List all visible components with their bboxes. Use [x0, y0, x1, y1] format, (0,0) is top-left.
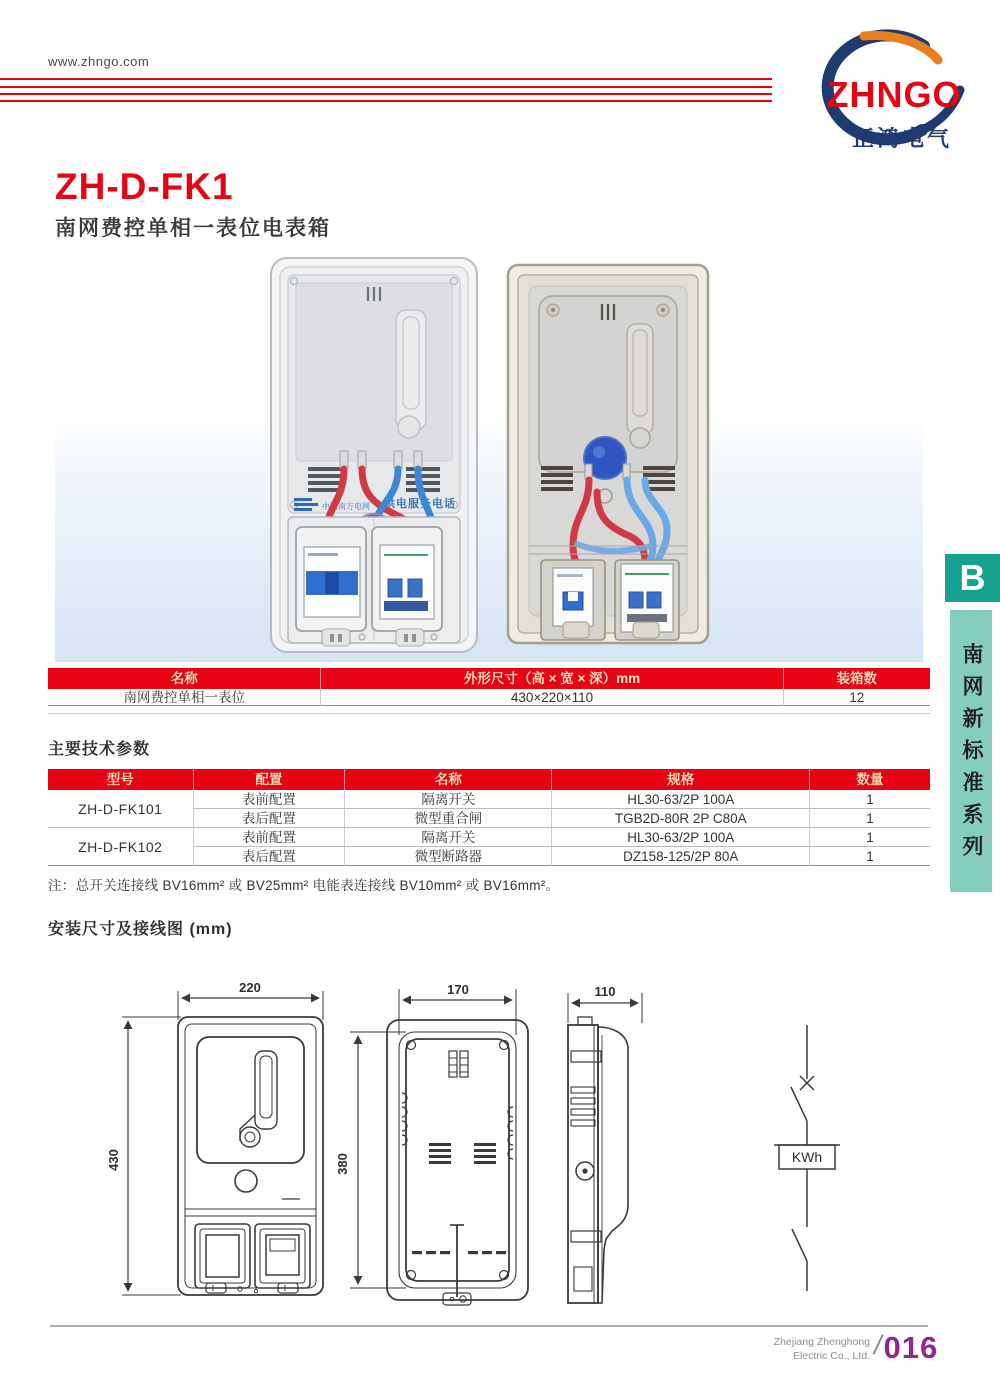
back-height-dim: 380	[335, 1153, 350, 1175]
tech-section-title: 主要技术参数	[48, 741, 151, 758]
table-cell: 1	[810, 809, 930, 828]
header-cell: 装箱数	[784, 668, 930, 689]
table-cell: 430×220×110	[321, 689, 783, 706]
front-height-dim: 430	[106, 1149, 121, 1171]
logo-swoosh-icon	[772, 26, 972, 154]
meter-kwh-label: KWh	[791, 1149, 823, 1165]
footer-company-line1: Zhejiang Zhenghong	[773, 1336, 870, 1348]
table-cell: 表前配置	[194, 790, 346, 809]
table-cell: 隔离开关	[345, 790, 552, 809]
header-rule-line	[0, 100, 772, 102]
installation-drawings	[50, 975, 920, 1320]
header-cell: 外形尺寸（高 × 宽 × 深）mm	[321, 668, 783, 689]
product-photo-band	[55, 248, 923, 662]
table-cell: 表后配置	[194, 809, 346, 828]
model-cell: ZH-D-FK101	[48, 790, 194, 828]
table-cell: DZ158-125/2P 80A	[552, 847, 810, 866]
install-section-title: 安装尺寸及接线图 (mm)	[48, 921, 233, 938]
company-logo	[772, 26, 972, 154]
table-cell: HL30-63/2P 100A	[552, 828, 810, 847]
back-view-drawing	[350, 989, 528, 1305]
logo-brand-text: ZHNGO	[826, 74, 962, 115]
header-cell: 型号	[48, 769, 194, 790]
header-rule-line	[0, 86, 772, 88]
series-side-tab	[950, 610, 992, 892]
table-cell: 1	[810, 847, 930, 866]
header-cell: 名称	[345, 769, 552, 790]
size-table-underline	[48, 713, 930, 714]
table-cell: 1	[810, 828, 930, 847]
product-photo-left	[268, 255, 480, 655]
photo-service-text: 供电服务电话	[384, 498, 456, 510]
logo-brand-cn-text: 正鸿电气	[851, 126, 953, 151]
wiring-note: 注：总开关连接线 BV16mm² 或 BV25mm² 电能表连接线 BV10mm² 或 BV16mm²。	[48, 878, 560, 893]
header-cell: 数量	[810, 769, 930, 790]
page-number-slash: /	[874, 1330, 882, 1360]
back-view-vents	[412, 1143, 506, 1254]
table-cell: 表前配置	[194, 828, 346, 847]
table-cell: 微型断路器	[345, 847, 552, 866]
product-model-title: ZH-D-FK1	[55, 166, 234, 207]
model-cell: ZH-D-FK102	[48, 828, 194, 866]
footer-company-line2: Electric Co., Ltd.	[792, 1349, 870, 1362]
header-rule-line	[0, 78, 772, 80]
footer-page-number	[874, 1330, 938, 1366]
table-cell: 微型重合闸	[345, 809, 552, 828]
header-rule-line	[0, 93, 772, 95]
front-view-drawing	[122, 991, 323, 1295]
footer-divider	[50, 1325, 928, 1327]
header-cell: 规格	[552, 769, 810, 790]
side-view-drawing	[568, 993, 642, 1303]
table-cell: TGB2D-80R 2P C80A	[552, 809, 810, 828]
website-url: www.zhngo.com	[48, 54, 150, 69]
front-width-dim: 220	[239, 980, 261, 995]
tech-table	[48, 769, 930, 866]
footer-company-name	[690, 1336, 870, 1363]
back-width-dim: 170	[447, 982, 469, 997]
size-table	[48, 668, 930, 706]
side-depth-dim: 110	[594, 984, 616, 999]
table-cell: 隔离开关	[345, 828, 552, 847]
header-cell: 配置	[194, 769, 346, 790]
table-cell: 12	[784, 689, 930, 706]
photo-grid-label: 中国南方电网	[322, 502, 370, 511]
series-side-tab-label: 南网新标准系列	[960, 643, 983, 867]
page-number-value: 016	[883, 1330, 939, 1365]
header-cell: 名称	[48, 668, 321, 689]
product-name-subtitle: 南网费控单相一表位电表箱	[55, 217, 331, 240]
product-photo-right	[505, 262, 711, 646]
table-cell: 1	[810, 790, 930, 809]
table-cell: HL30-63/2P 100A	[552, 790, 810, 809]
table-cell: 南网费控单相一表位	[48, 689, 321, 706]
section-letter-badge: B	[945, 554, 1000, 602]
table-cell: 表后配置	[194, 847, 346, 866]
